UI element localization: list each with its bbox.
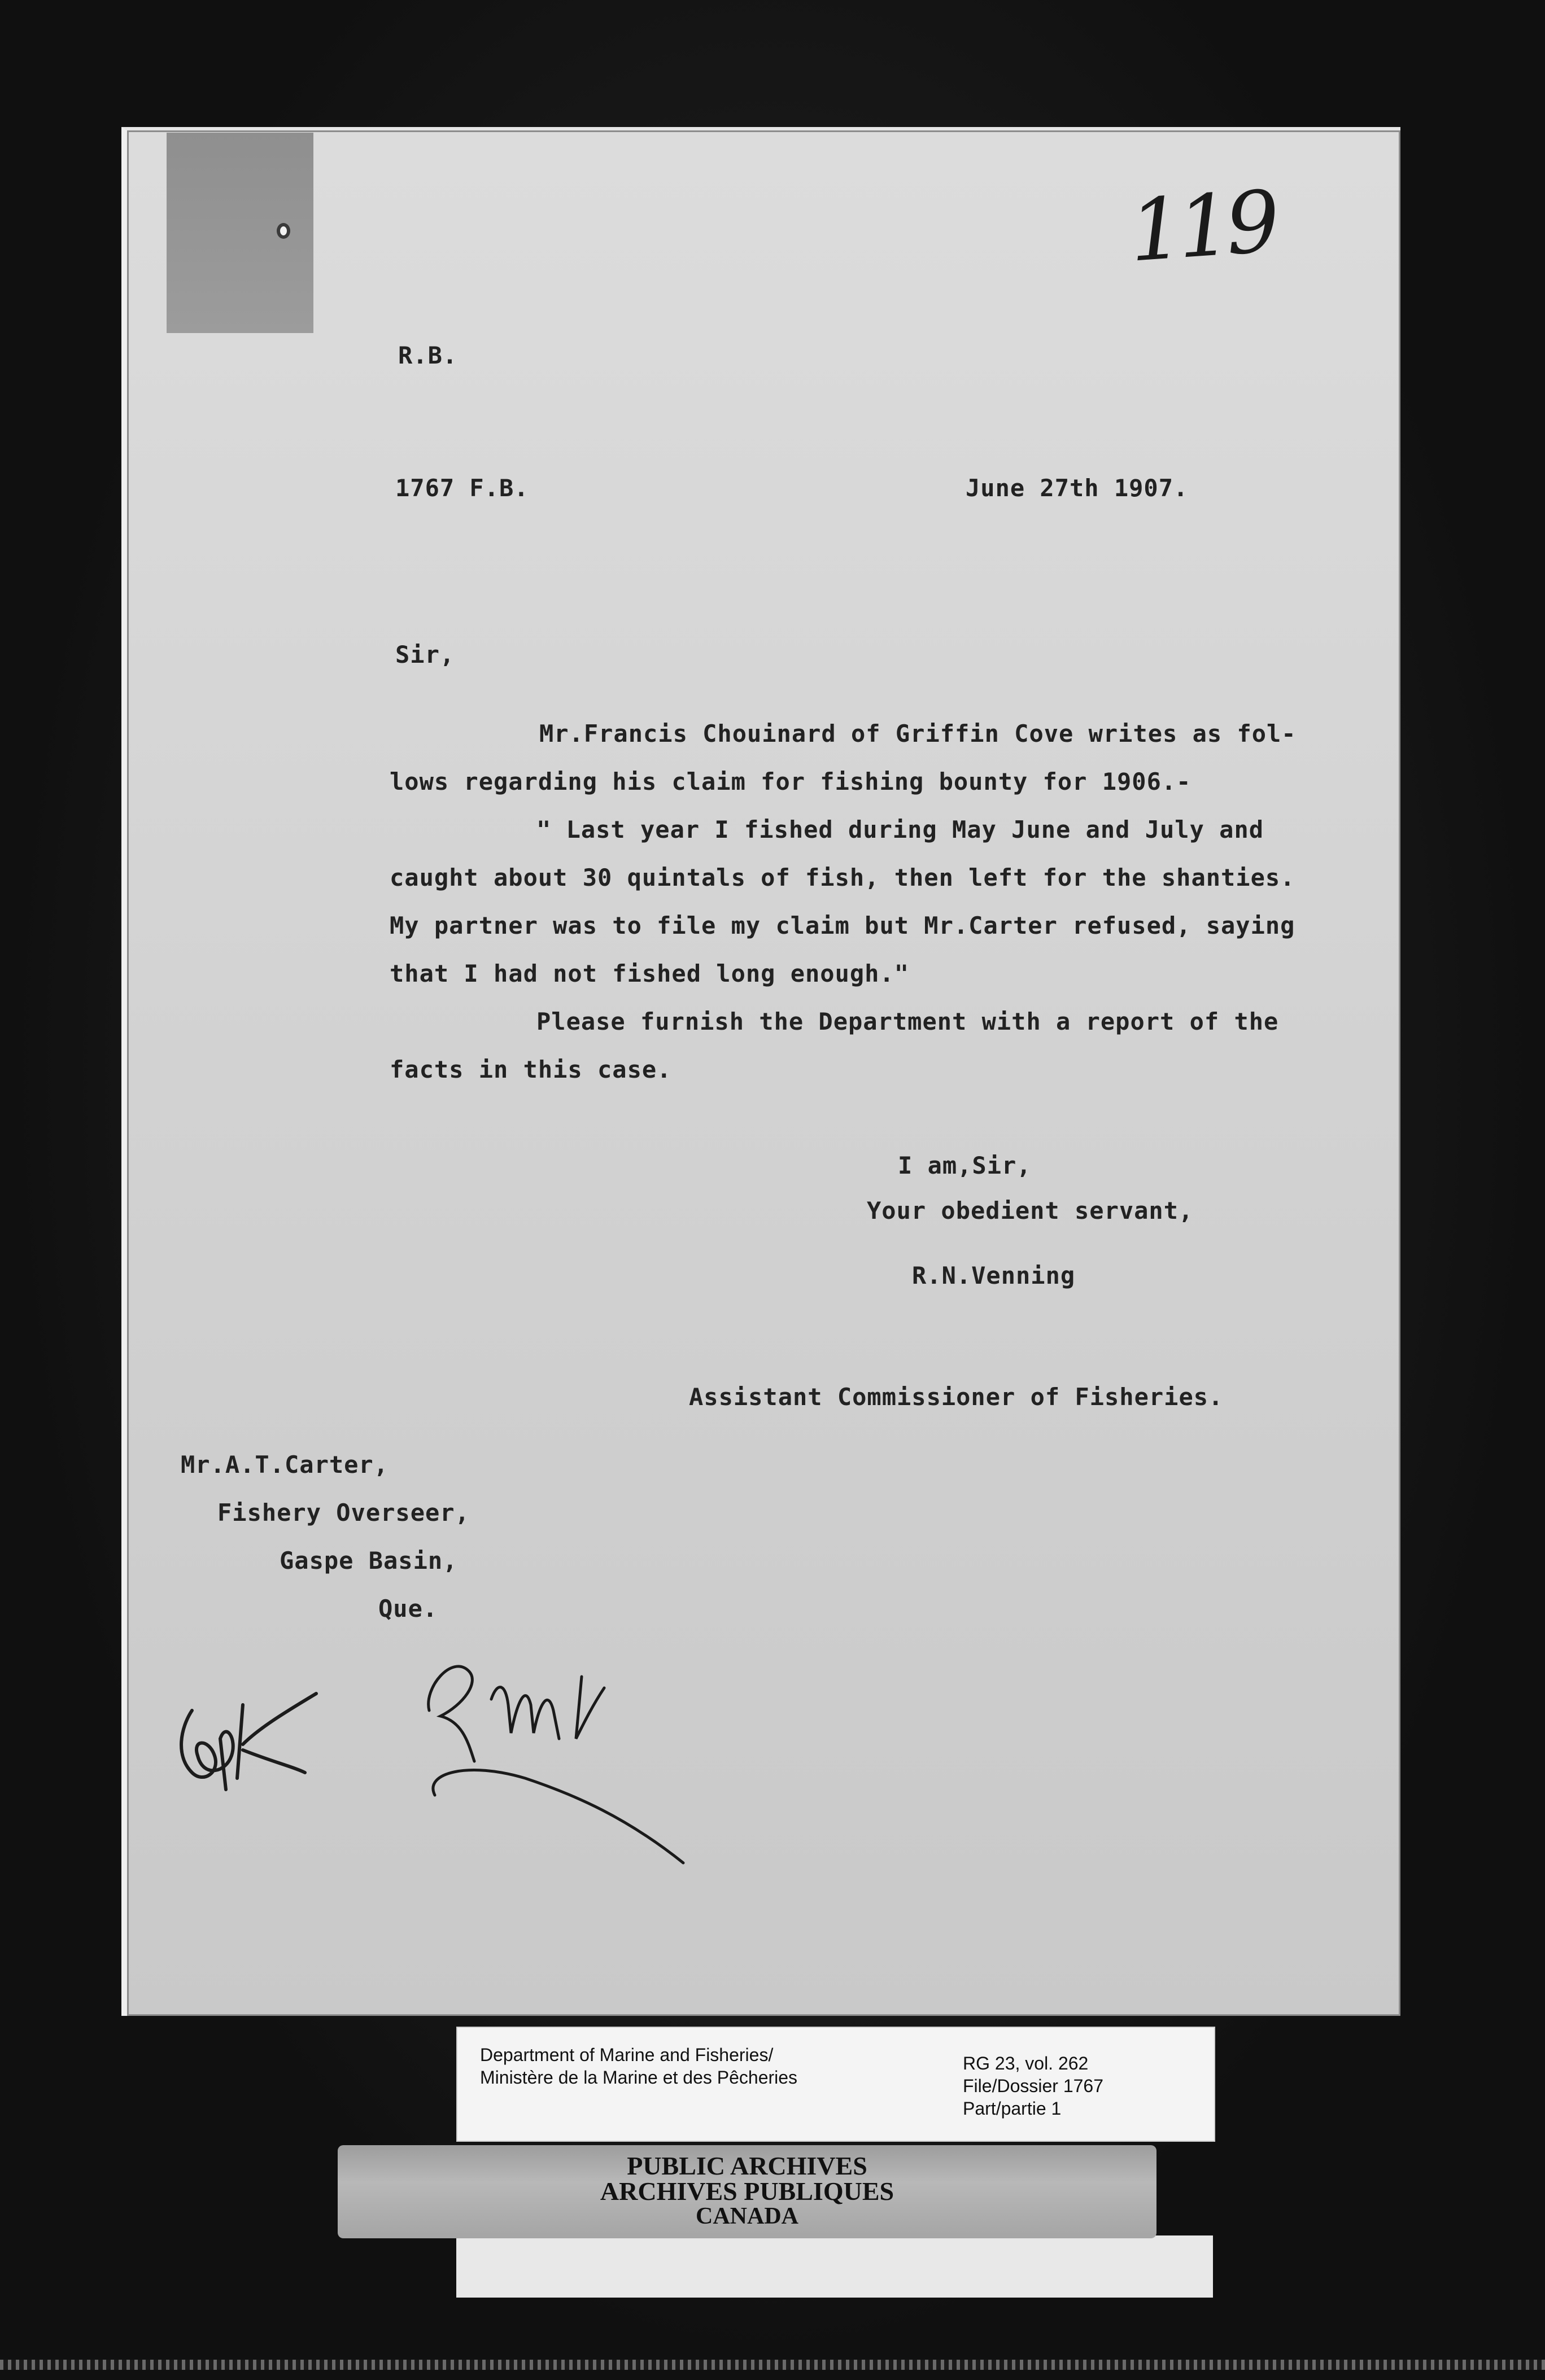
department-name: Department of Marine and Fisheries/ (480, 2045, 774, 2065)
addressee-line: Mr.A.T.Carter, (181, 1451, 389, 1478)
stamp-line: ARCHIVES PUBLIQUES (600, 2177, 894, 2206)
body-line: Please furnish the Department with a report of the (536, 1008, 1279, 1035)
body-line: that I had not fished long enough." (390, 960, 910, 987)
addressee-line: Que. (378, 1595, 438, 1622)
body-line: lows regarding his claim for fishing bounty for 1906.- (390, 768, 1192, 795)
addressee-line: Fishery Overseer, (217, 1499, 470, 1526)
body-line: My partner was to file my claim but Mr.Carter refused, saying (390, 912, 1295, 939)
handwritten-signature (390, 1626, 706, 1869)
reference-code: R.B. (398, 342, 458, 369)
closing-line: Your obedient servant, (867, 1197, 1194, 1224)
letter-date: June 27th 1907. (966, 474, 1189, 502)
addressee-line: Gaspe Basin, (280, 1547, 458, 1574)
archives-stamp (338, 2145, 1156, 2238)
stamp-line: CANADA (696, 2203, 798, 2229)
salutation: Sir, (395, 641, 455, 668)
archive-label (456, 2027, 1215, 2142)
signatory-title: Assistant Commissioner of Fisheries. (689, 1383, 1224, 1411)
record-group: RG 23, vol. 262 (963, 2053, 1089, 2073)
punch-hole (277, 223, 290, 239)
label-base (456, 2235, 1213, 2298)
file-dossier: File/Dossier 1767 (963, 2076, 1103, 2096)
stamp-line: PUBLIC ARCHIVES (627, 2151, 867, 2180)
corner-shadow (167, 133, 313, 333)
department-name-fr: Ministère de la Marine et des Pêcheries (480, 2067, 798, 2088)
closing-line: I am,Sir, (898, 1152, 1032, 1179)
body-line: caught about 30 quintals of fish, then left for the shanties. (390, 864, 1295, 891)
file-number: 1767 F.B. (395, 474, 529, 502)
initials-signature (158, 1643, 350, 1818)
signatory-name: R.N.Venning (912, 1262, 1076, 1289)
body-line: facts in this case. (390, 1056, 672, 1083)
folio-number: 119 (1126, 173, 1278, 281)
part-number: Part/partie 1 (963, 2098, 1062, 2119)
body-line: Mr.Francis Chouinard of Griffin Cove writes as fol- (539, 720, 1297, 747)
body-line: " Last year I fished during May June and July and (536, 816, 1264, 843)
film-sprocket (0, 2360, 1545, 2370)
